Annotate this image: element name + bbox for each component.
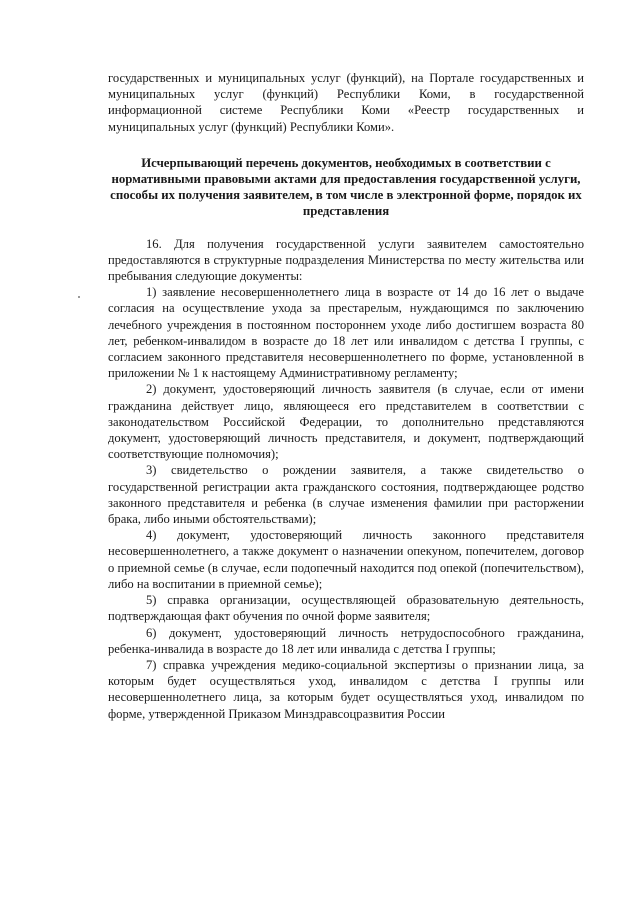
intro-paragraph: государственных и муниципальных услуг (функций), на Портале государственных и муниципальных услуг (функций) Республики Коми, в государственной информационной системе Республики Коми «Реестр государственных и муниципальных услуг (функций) Республики Коми». xyxy=(108,71,584,134)
list-item-6: 6) документ, удостоверяющий личность нетрудоспособного гражданина, ребенка-инвалида в возрасте до 18 лет или инвалида с детства I группы; xyxy=(108,625,584,656)
paragraph-16: 16. Для получения государственной услуги заявителем самостоятельно предоставляются в структурные подразделения Министерства по месту жительства или пребывания следующие документы: xyxy=(108,236,584,284)
list-item-2: 2) документ, удостоверяющий личность заявителя (в случае, если от имени гражданина действует лицо, являющееся его представителем в соответствии с законодательством Российской Федерации, то дополнительно представляются документ, удостоверяющий личность представителя, и документ, подтверждающий соответствующие полномочия); xyxy=(108,382,584,462)
section-heading: Исчерпывающий перечень документов, необходимых в соответствии с нормативными правовыми актами для предоставления государственной услуги, способы их получения заявителем, в том числе в электронной форме, порядок их представления xyxy=(110,155,582,219)
list-item-5: 5) справка организации, осуществляющей образовательную деятельность, подтверждающая факт обучения по очной форме заявителя; xyxy=(108,593,584,624)
document-page xyxy=(108,70,584,722)
list-item-1: 1) заявление несовершеннолетнего лица в возрасте от 14 до 16 лет о выдаче согласия на осуществление ухода за престарелым, нуждающимся по заключению лечебного учреждения в постоянном постороннем уходе либо достигшем возраста 80 лет, ребенком-инвалидом в возрасте до 18 лет или инвалидом с детства I группы, с согласием законного представителя несовершеннолетнего по форме, установленной в приложении № 1 к настоящему Административному регламенту; xyxy=(108,285,584,381)
list-item-4: 4) документ, удостоверяющий личность законного представителя несовершеннолетнего, а также документ о назначении опекуном, попечителем, договор о приемной семье (в случае, если подопечный находится под опекой (попечительством), либо на воспитании в приемной семье); xyxy=(108,528,584,591)
scan-speck xyxy=(78,296,80,298)
list-item-3: 3) свидетельство о рождении заявителя, а также свидетельство о государственной регистрации акта гражданского состояния, подтверждающее родство законного представителя и ребенка (в случае изменения фамилии при расторжении брака, либо иными обстоятельствами); xyxy=(108,463,584,527)
list-item-7: 7) справка учреждения медико-социальной экспертизы о признании лица, за которым будет осуществляться уход, инвалидом с детства I группы или несовершеннолетнего лица, за которым будет осуществляться уход, инвалидом по форме, утвержденной Приказом Минздравсоцразвития России xyxy=(108,657,584,721)
document-list xyxy=(108,284,584,721)
